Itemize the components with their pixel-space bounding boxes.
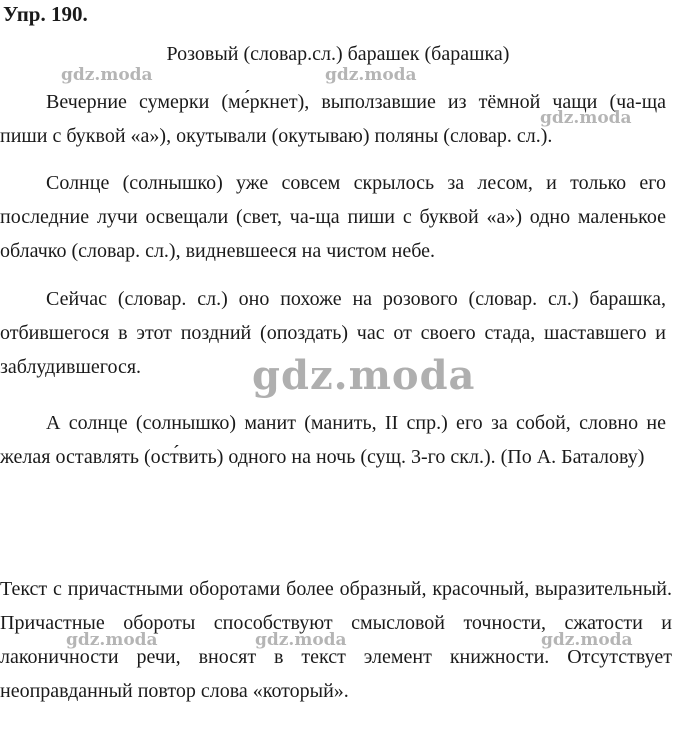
summary-paragraph: Текст с причастными оборотами более образный, красочный, выразительный. Причастные обороты способствуют смысловой точности, сжатости и лаконичности речи, вносят в текст элемент книжности. Отсутствует неоправданный повтор слова «который». (0, 578, 672, 702)
paragraph-4: А солнце (солнышко) манит (манить, II спр.) его за собой, словно не желая оставлять (ост́вить) одного на ночь (сущ. 3-го скл.). (По А. Баталову) (0, 412, 666, 468)
watermark-large: gdz.moda (252, 352, 476, 399)
paragraph-3: Сейчас (словар. сл.) оно похоже на розового (словар. сл.) барашка, отбившегося в этот поздний (опоздать) час от своего стада, шаставшего и заблудившегося. (0, 288, 666, 378)
paragraph-1: Вечерние сумерки (ме́ркнет), выползавшие из тёмной чащи (ча-ща пиши с буквой «а»), окутывали (окутываю) поляны (словар. сл.). (0, 91, 666, 147)
watermark: gdz.moda (255, 630, 347, 650)
exercise-title: Розовый (словар.сл.) барашек (барашка) (166, 43, 510, 65)
paragraph-2: Солнце (солнышко) уже совсем скрылось за лесом, и только его последние лучи освещали (свет, ча-ща пиши с буквой «а») одно маленькое облачко (словар. сл.), видневшееся на чистом небе. (0, 172, 666, 262)
exercise-heading: Упр. 190. (3, 2, 88, 26)
watermark: gdz.moda (541, 630, 633, 650)
watermark: gdz.moda (66, 630, 158, 650)
watermark: gdz.moda (61, 65, 153, 85)
watermark: gdz.moda (540, 108, 632, 128)
watermark: gdz.moda (325, 65, 417, 85)
